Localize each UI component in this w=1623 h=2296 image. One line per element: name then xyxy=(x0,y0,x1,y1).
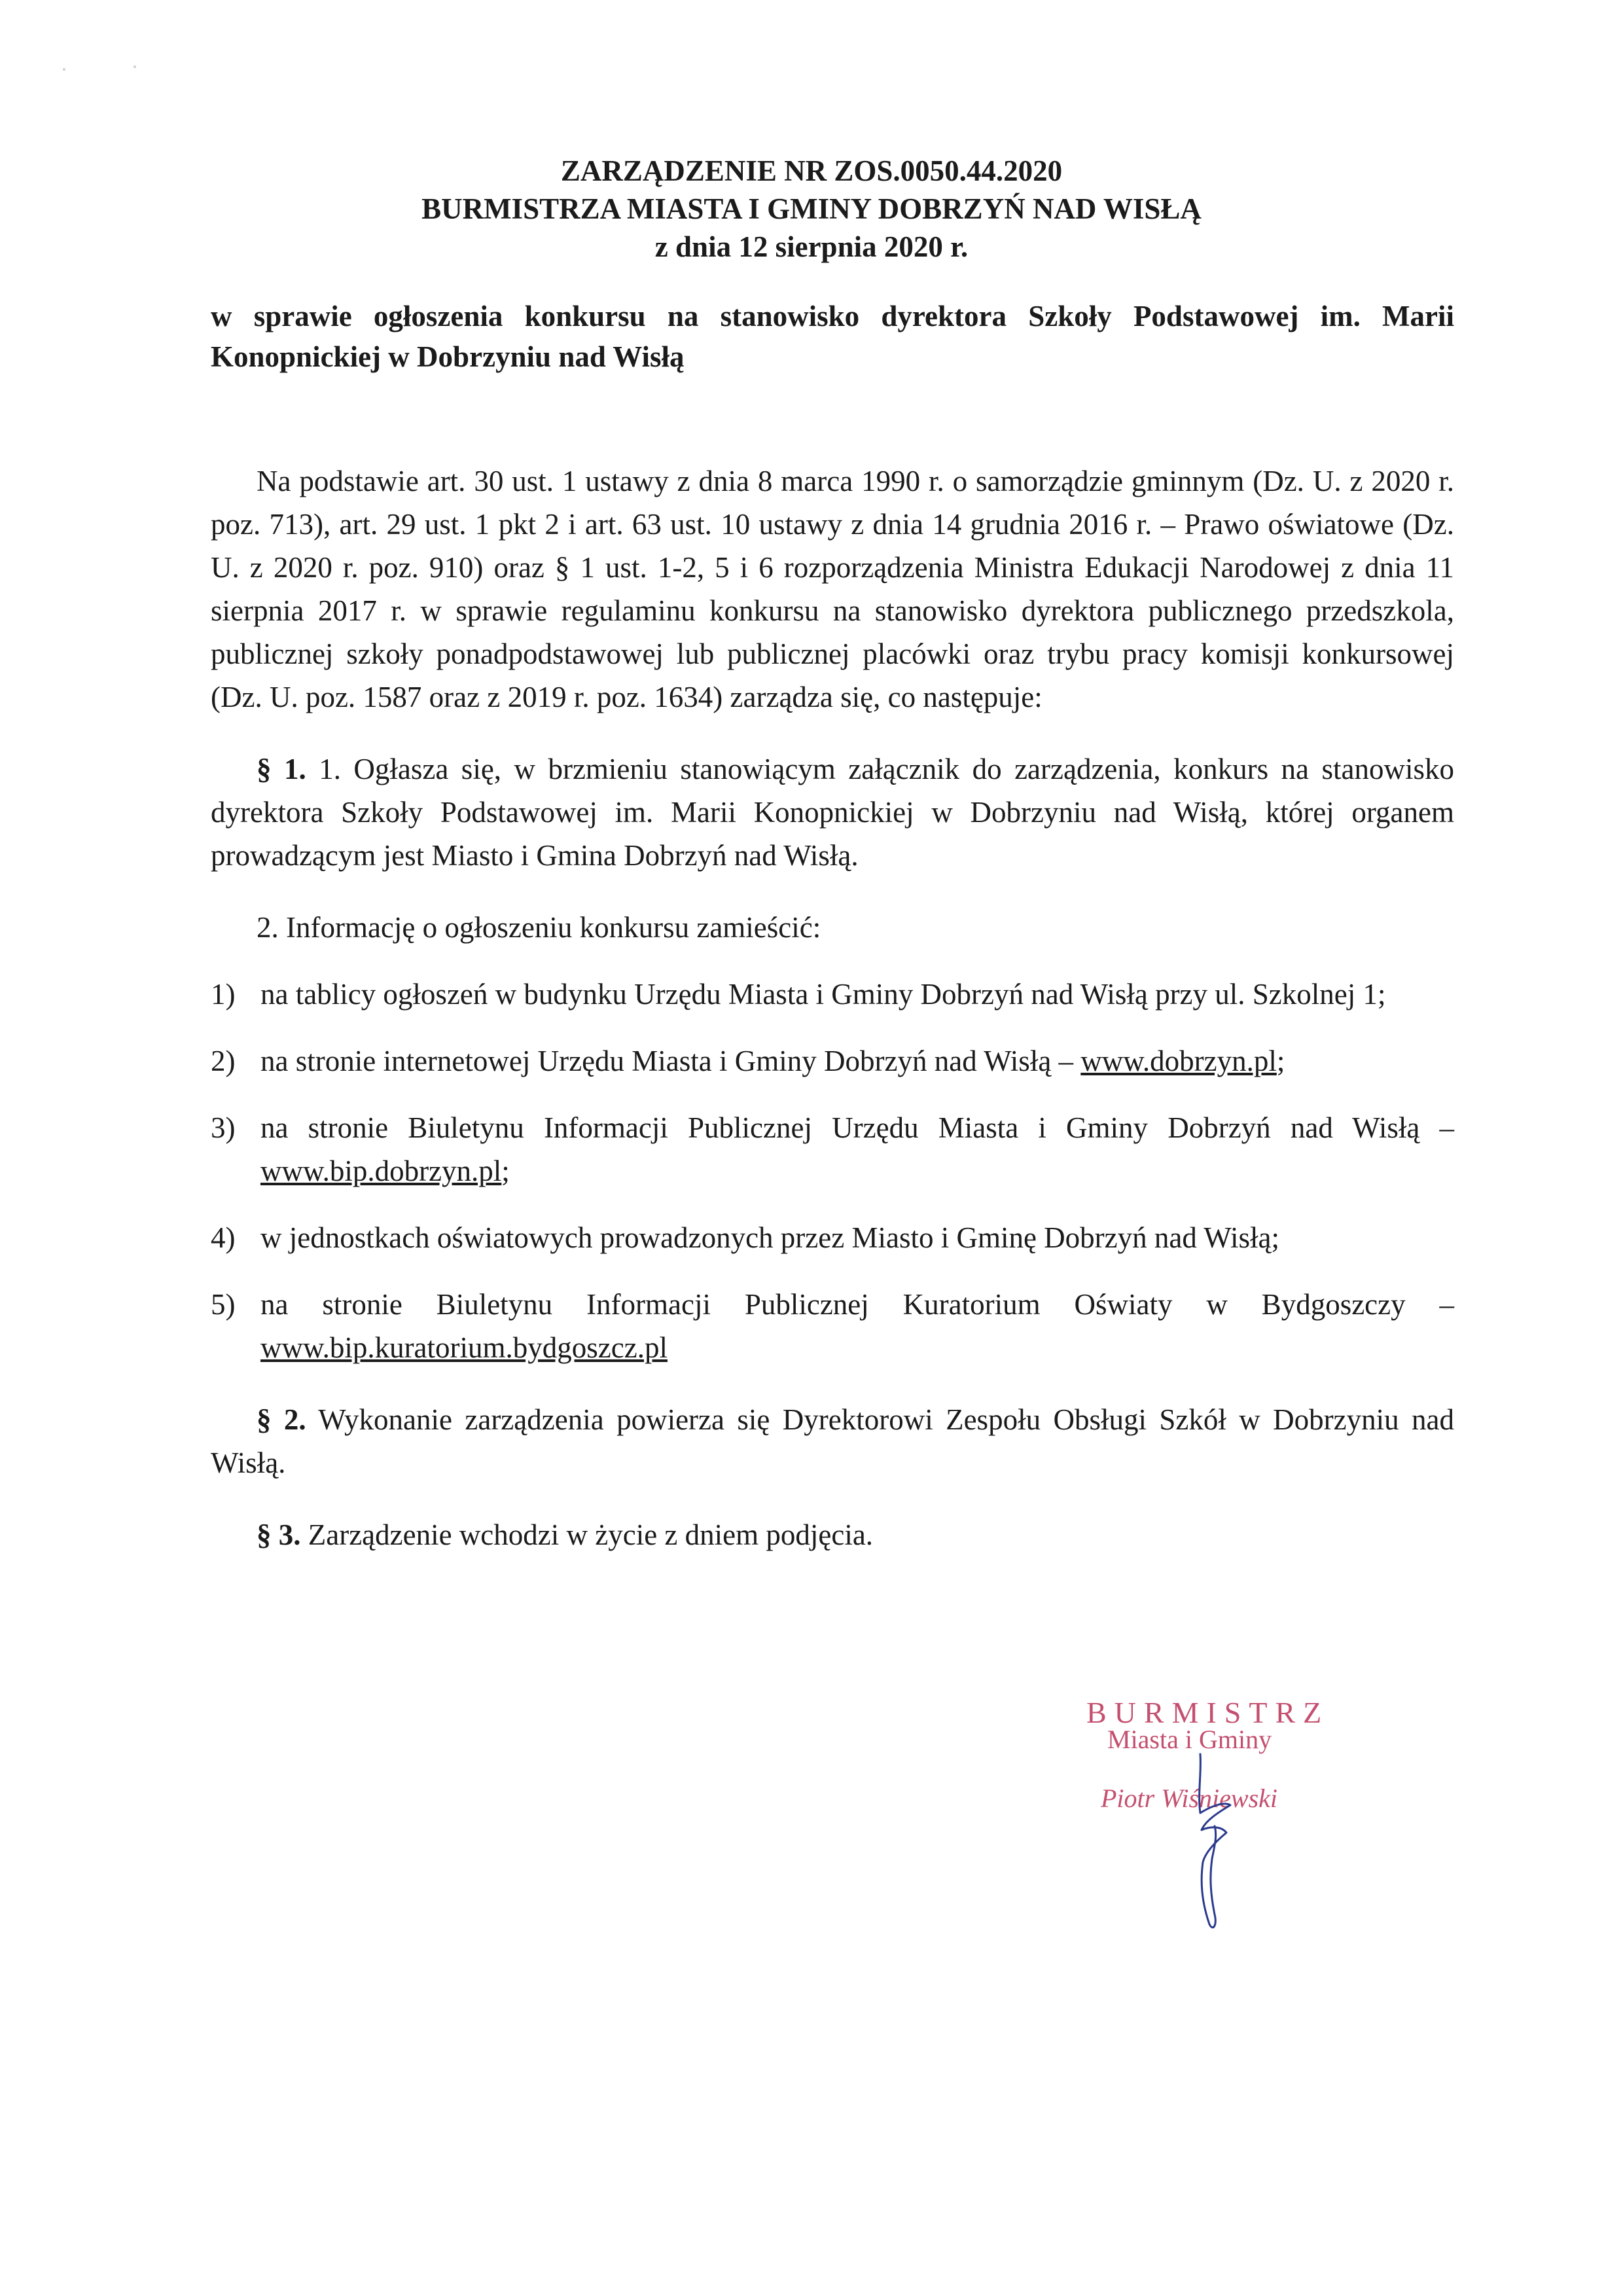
stamp-office: Miasta i Gminy xyxy=(1107,1725,1272,1754)
list-item xyxy=(211,1216,1454,1259)
list-item xyxy=(211,1039,1454,1083)
list-item-number: 5) xyxy=(211,1288,236,1321)
handwritten-signature xyxy=(1171,1728,1263,1944)
section-3-mark: § 3. xyxy=(257,1518,301,1551)
list-item-text xyxy=(260,973,1454,1016)
list-item xyxy=(211,1106,1454,1193)
list-item-body: na stronie Biuletynu Informacji Publicznej Kuratorium Oświaty w Bydgoszczy – xyxy=(260,1288,1454,1321)
signature-stroke xyxy=(1200,1754,1230,1928)
section-2-mark: § 2. xyxy=(257,1403,306,1436)
bip-link[interactable]: www.bip.dobrzyn.pl xyxy=(260,1155,502,1187)
ordinance-date: z dnia 12 sierpnia 2020 r. xyxy=(654,230,969,263)
list-item-body: na stronie Biuletynu Informacji Publicznej Urzędu Miasta i Gminy Dobrzyń nad Wisłą – xyxy=(260,1111,1454,1144)
document-header xyxy=(0,152,1623,266)
list-item-text xyxy=(260,1039,1454,1083)
list-item-body: na stronie internetowej Urzędu Miasta i Gminy Dobrzyń nad Wisłą – xyxy=(260,1045,1081,1077)
section-2-text: Wykonanie zarządzenia powierza się Dyrektorowi Zespołu Obsługi Szkół w Dobrzyniu nad Wisłą. xyxy=(211,1403,1455,1479)
website-link[interactable]: www.dobrzyn.pl xyxy=(1080,1045,1277,1077)
section-3-text: Zarządzenie wchodzi w życie z dniem podjęcia. xyxy=(308,1518,874,1551)
ordinance-number: ZARZĄDZENIE NR ZOS.0050.44.2020 xyxy=(560,154,1063,187)
issuing-authority: BURMISTRZA MIASTA I GMINY DOBRZYŃ NAD WISŁĄ xyxy=(421,192,1202,225)
list-item-body: na tablicy ogłoszeń w budynku Urzędu Miasta i Gminy Dobrzyń nad Wisłą przy ul. Szkolnej 1; xyxy=(260,978,1386,1011)
ordinance-subject: w sprawie ogłoszenia konkursu na stanowisko dyrektora Szkoły Podstawowej im. Marii Konopnickiej w Dobrzyniu nad Wisłą xyxy=(211,300,1454,373)
section-1-mark: § 1. xyxy=(257,753,306,785)
document-body xyxy=(211,459,1454,1556)
section-1-text: 1. Ogłasza się, w brzmieniu stanowiącym załącznik do zarządzenia, konkurs na stanowisko dyrektora Szkoły Podstawowej im. Marii Konopnickiej w Dobrzyniu nad Wisłą, której organem prowadzącym jest Miasto i Gmina Dobrzyń nad Wisłą. xyxy=(211,753,1455,872)
section-3-paragraph xyxy=(211,1513,1454,1556)
section-1-paragraph xyxy=(211,747,1454,877)
list-item xyxy=(211,1283,1454,1369)
stamp-name: Piotr Wiśniewski xyxy=(1101,1784,1277,1813)
kuratorium-link[interactable]: www.bip.kuratorium.bydgoszcz.pl xyxy=(260,1331,668,1364)
publication-list xyxy=(211,973,1454,1369)
section-1-point-2: 2. Informację o ogłoszeniu konkursu zamieścić: xyxy=(257,911,821,944)
list-item-text xyxy=(260,1106,1454,1193)
list-item-body: w jednostkach oświatowych prowadzonych przez Miasto i Gminę Dobrzyń nad Wisłą; xyxy=(260,1221,1279,1254)
section-2-paragraph xyxy=(211,1398,1454,1484)
list-item-text xyxy=(260,1283,1454,1369)
list-item xyxy=(211,973,1454,1016)
stamp-title: BURMISTRZ xyxy=(1086,1696,1330,1729)
list-item-text xyxy=(260,1216,1454,1259)
scan-speck xyxy=(134,65,136,68)
list-item-tail: ; xyxy=(1276,1045,1285,1077)
scan-speck xyxy=(63,68,65,71)
list-item-number: 2) xyxy=(211,1045,236,1077)
list-item-tail: ; xyxy=(501,1155,510,1187)
legal-basis-paragraph: Na podstawie art. 30 ust. 1 ustawy z dnia 8 marca 1990 r. o samorządzie gminnym (Dz. U. z 2020 r. poz. 713), art. 29 ust. 1 pkt 2 i art. 63 ust. 10 ustawy z dnia 14 grudnia 2016 r. – Prawo oświatowe (Dz. U. z 2020 r. poz. 910) oraz § 1 ust. 1-2, 5 i 6 rozporządzenia Ministra Edukacji Narodowej z dnia 11 sierpnia 2017 r. w sprawie regulaminu konkursu na stanowisko dyrektora publicznego przedszkola, publicznej szkoły ponadpodstawowej lub publicznej placówki oraz trybu pracy komisji konkursowej (Dz. U. poz. 1587 oraz z 2019 r. poz. 1634) zarządza się, co następuje: xyxy=(211,465,1454,713)
list-item-number: 1) xyxy=(211,978,236,1011)
list-item-number: 4) xyxy=(211,1221,236,1254)
list-item-number: 3) xyxy=(211,1111,236,1144)
